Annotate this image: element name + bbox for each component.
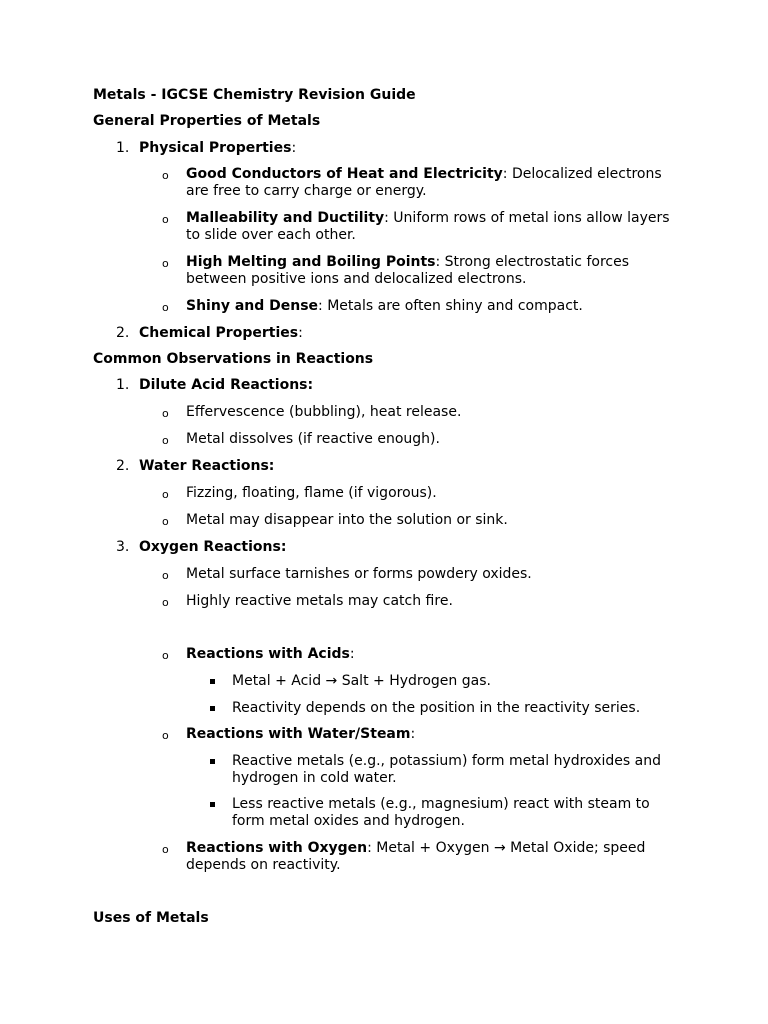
list-item: Less reactive metals (e.g., magnesium) react with steam to form metal oxides and hydrogen. [232,796,650,829]
dilute-acid-label: Dilute Acid Reactions: [139,377,314,393]
chemical-properties-label: Chemical Properties: [139,325,303,341]
list-number: 2. [116,325,130,341]
list-item: Effervescence (bubbling), heat release. [186,404,462,420]
square-bullet-icon [210,679,215,684]
list-item: Shiny and Dense: Metals are often shiny and compact. [186,298,583,314]
circle-bullet-icon: o [162,257,169,270]
list-item: Reactive metals (e.g., potassium) form metal hydroxides and hydrogen in cold water. [232,753,661,786]
square-bullet-icon [210,759,215,764]
water-reactions-label: Water Reactions: [139,458,275,474]
circle-bullet-icon: o [162,169,169,182]
circle-bullet-icon: o [162,434,169,447]
circle-bullet-icon: o [162,569,169,582]
reactions-with-water-label: Reactions with Water/Steam: [186,726,416,742]
circle-bullet-icon: o [162,843,169,856]
circle-bullet-icon: o [162,407,169,420]
list-item: Metal dissolves (if reactive enough). [186,431,440,447]
circle-bullet-icon: o [162,515,169,528]
circle-bullet-icon: o [162,213,169,226]
circle-bullet-icon: o [162,596,169,609]
reactions-with-acids-label: Reactions with Acids: [186,646,355,662]
list-item: High Melting and Boiling Points: Strong electrostatic forces between positive ions and delocalized electrons. [186,254,630,287]
list-item: Reactivity depends on the position in the reactivity series. [232,700,641,716]
list-item: Metal surface tarnishes or forms powdery oxides. [186,566,532,582]
heading-uses-of-metals: Uses of Metals [93,910,209,926]
square-bullet-icon [210,706,215,711]
list-number: 1. [116,377,130,393]
document-title: Metals - IGCSE Chemistry Revision Guide [93,87,416,103]
list-number: 2. [116,458,130,474]
physical-properties-label: Physical Properties: [139,140,297,156]
list-item: Malleability and Ductility: Uniform rows of metal ions allow layers to slide over each other. [186,210,670,243]
circle-bullet-icon: o [162,729,169,742]
reactions-with-oxygen-item: Reactions with Oxygen: Metal + Oxygen → Metal Oxide; speed depends on reactivity. [186,840,646,873]
circle-bullet-icon: o [162,488,169,501]
oxygen-reactions-label: Oxygen Reactions: [139,539,287,555]
list-item: Highly reactive metals may catch fire. [186,593,453,609]
list-item: Metal + Acid → Salt + Hydrogen gas. [232,673,491,689]
heading-common-observations: Common Observations in Reactions [93,351,374,367]
list-number: 3. [116,539,130,555]
heading-general-properties: General Properties of Metals [93,113,321,129]
list-number: 1. [116,140,130,156]
list-item: Metal may disappear into the solution or sink. [186,512,508,528]
square-bullet-icon [210,802,215,807]
circle-bullet-icon: o [162,301,169,314]
list-item: Good Conductors of Heat and Electricity: Delocalized electrons are free to carry charge or energy. [186,166,662,199]
list-item: Fizzing, floating, flame (if vigorous). [186,485,437,501]
circle-bullet-icon: o [162,649,169,662]
